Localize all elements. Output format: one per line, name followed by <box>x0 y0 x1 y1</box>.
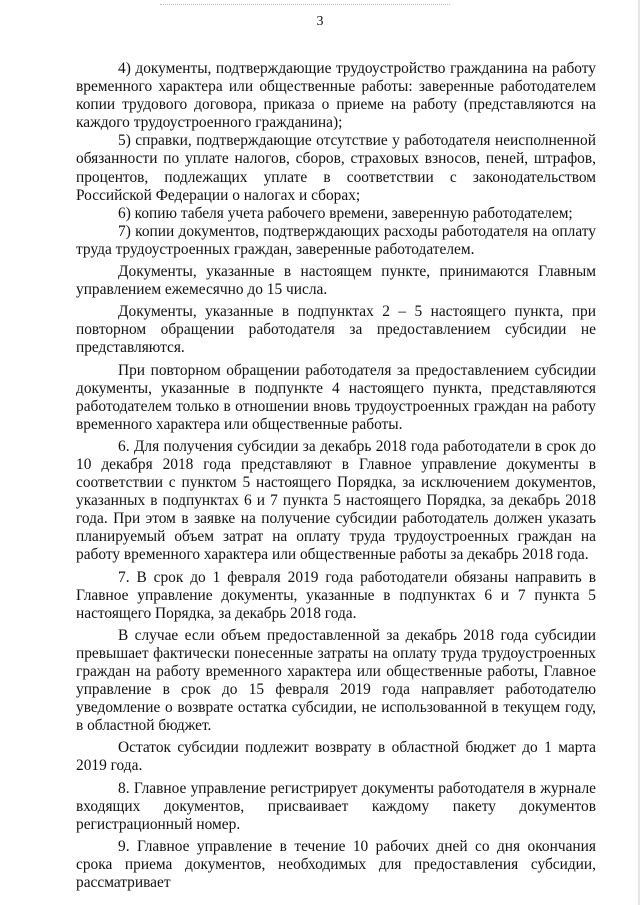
paragraph-clause-7: 7. В срок до 1 февраля 2019 года работодатели обязаны направить в Главное управление документы, указанные в подпунктах 6 и 7 пункта 5 настоящего Порядка, за декабрь 2018 года. <box>76 568 596 622</box>
paragraph-item-7: 7) копии документов, подтверждающих расходы работодателя на оплату труда трудоустроенных граждан, заверенные работодателем. <box>76 222 596 258</box>
paragraph-clause-8: 8. Главное управление регистрирует документы работодателя в журнале входящих документов, присваивает каждому пакету документов регистрационный номер. <box>76 779 596 833</box>
document-body <box>76 60 596 892</box>
paragraph-repeat-not-required: Документы, указанные в подпунктах 2 – 5 настоящего пункта, при повторном обращении работодателя за предоставлением субсидии не представляются. <box>76 303 596 357</box>
paragraph-documents-accepted: Документы, указанные в настоящем пункте, принимаются Главным управлением ежемесячно до 15 числа. <box>76 263 596 299</box>
paragraph-clause-9: 9. Главное управление в течение 10 рабочих дней со дня окончания срока приема документов, необходимых для предоставления субсидии, рассматривает <box>76 837 596 892</box>
paragraph-item-5: 5) справки, подтверждающие отсутствие у работодателя неисполненной обязанности по уплате налогов, сборов, страховых взносов, пеней, штрафов, процентов, подлежащих уплате в соответствии с законодательством Российской Федерации о налогах и сборах; <box>76 132 596 204</box>
paragraph-item-4: 4) документы, подтверждающие трудоустройство гражданина на работу временного характера или общественные работы: заверенные работодателем копии трудового договора, приказа о приеме на работу (представляются на каждого трудоустроенного гражданина); <box>76 60 596 132</box>
paragraph-excess-subsidy: В случае если объем предоставленной за декабрь 2018 года субсидии превышает фактически понесенные затраты на оплату труда трудоустроенных граждан на работу временного характера или общественные работы, Главное управление в срок до 15 февраля 2019 года направляет работодателю уведомление о возврате остатка субсидии, не использованной в текущем году, в областной бюджет. <box>76 626 596 735</box>
paragraph-item-6: 6) копию табеля учета рабочего времени, заверенную работодателем; <box>118 204 573 222</box>
paragraph-repeat-new-employees: При повторном обращении работодателя за предоставлением субсидии документы, указанные в подпункте 4 настоящего пункта, представляются работодателем только в отношении вновь трудоустроенных граждан на работу временного характера или общественные работы. <box>76 361 596 433</box>
paragraph-clause-6: 6. Для получения субсидии за декабрь 2018 года работодатели в срок до 10 декабря 2018 года представляют в Главное управление документы в соответствии с пунктом 5 настоящего Порядка, за исключением документов, указанных в подпунктах 6 и 7 пункта 5 настоящего Порядка, за декабрь 2018 года. При этом в заявке на получение субсидии работодатель должен указать планируемый объем затрат на оплату труда трудоустроенных граждан на работу временного характера или общественные работы за декабрь 2018 года. <box>76 437 596 564</box>
paragraph-remainder-return: Остаток субсидии подлежит возврату в областной бюджет до 1 марта 2019 года. <box>76 739 596 775</box>
scan-artifact-line <box>160 4 450 7</box>
page-number: 3 <box>316 14 324 29</box>
